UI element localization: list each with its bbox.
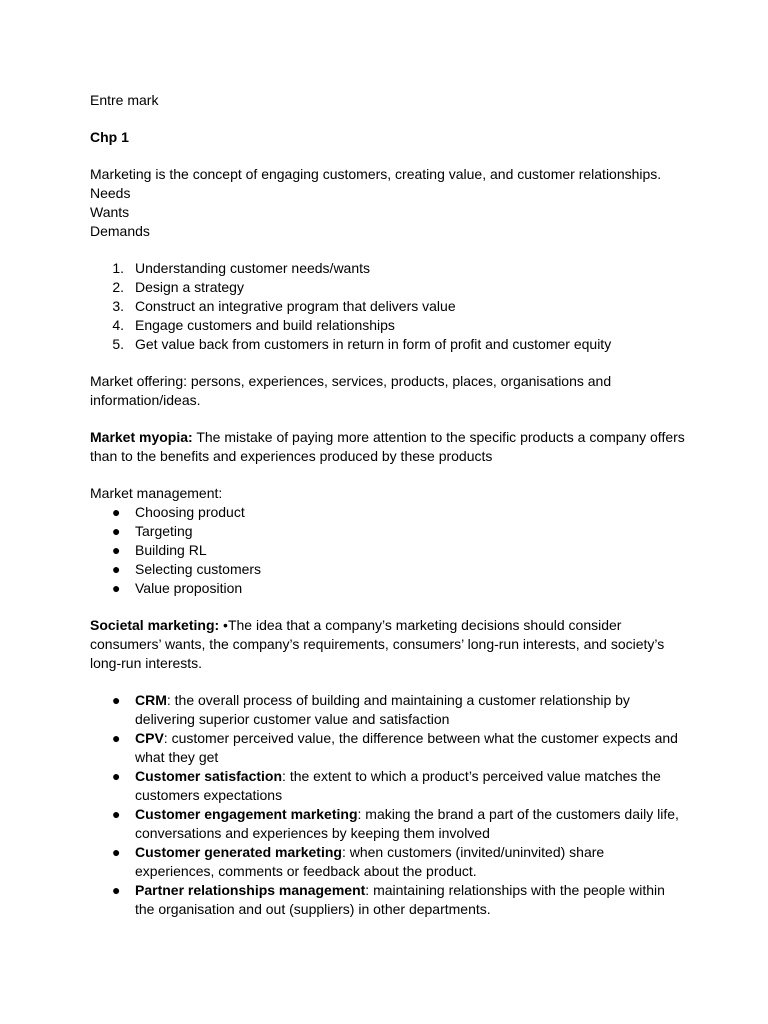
list-item-text: Selecting customers xyxy=(135,561,262,577)
definition-text: : maintaining relationships with the people within xyxy=(365,882,665,898)
document-page xyxy=(90,91,690,919)
market-myopia-text: The mistake of paying more attention to the specific products a company offers xyxy=(192,429,685,445)
list-item xyxy=(90,881,690,919)
list-number: 5. xyxy=(112,336,124,352)
market-management-heading: Market management: xyxy=(90,485,223,501)
bullet-icon: ● xyxy=(112,523,121,539)
list-item-text: Design a strategy xyxy=(135,279,244,295)
intro-paragraph: Marketing is the concept of engaging customers, creating value, and customer relationships. xyxy=(90,166,662,182)
bullet-icon: ● xyxy=(112,561,121,577)
definition-text-cont: delivering superior customer value and satisfaction xyxy=(135,711,450,727)
list-item-text: Choosing product xyxy=(135,504,245,520)
societal-marketing-text: •The idea that a company’s marketing decisions should consider xyxy=(219,617,622,633)
list-number: 3. xyxy=(112,298,124,314)
list-item xyxy=(90,278,690,297)
definition-text: : making the brand a part of the customers daily life, xyxy=(357,806,679,822)
list-item xyxy=(90,541,690,560)
definition-text-cont: experiences, comments or feedback about the product. xyxy=(135,863,477,879)
list-item xyxy=(90,522,690,541)
bullet-icon: ● xyxy=(112,580,121,596)
societal-marketing-line-3: long-run interests. xyxy=(90,655,203,671)
definition-text-cont: conversations and experiences by keeping them involved xyxy=(135,825,490,841)
market-management-list xyxy=(90,503,690,598)
list-item xyxy=(90,805,690,843)
marketing-steps-list xyxy=(90,259,690,354)
list-item xyxy=(90,259,690,278)
list-item-text: Understanding customer needs/wants xyxy=(135,260,371,276)
list-number: 2. xyxy=(112,279,124,295)
bullet-icon: ● xyxy=(112,882,121,898)
market-myopia-line-2: than to the benefits and experiences produced by these products xyxy=(90,448,493,464)
definition-text: : the extent to which a product’s perceived value matches the xyxy=(282,768,661,784)
list-item xyxy=(90,560,690,579)
market-myopia-paragraph xyxy=(90,428,690,447)
definition-text: : when customers (invited/uninvited) share xyxy=(341,844,605,860)
list-item xyxy=(90,729,690,767)
term-wants: Wants xyxy=(90,204,130,220)
term-needs: Needs xyxy=(90,185,131,201)
bullet-icon: ● xyxy=(112,844,121,860)
list-item-text: Value proposition xyxy=(135,580,243,596)
term-demands: Demands xyxy=(90,223,150,239)
definition-term: Customer engagement marketing xyxy=(135,806,358,822)
market-offering-line-1: Market offering: persons, experiences, services, products, places, organisations and xyxy=(90,373,612,389)
bullet-icon: ● xyxy=(112,692,121,708)
list-item xyxy=(90,843,690,881)
list-item xyxy=(90,335,690,354)
definition-term: CRM xyxy=(135,692,167,708)
definition-term: Customer satisfaction xyxy=(135,768,283,784)
bullet-icon: ● xyxy=(112,768,121,784)
list-item xyxy=(90,691,690,729)
doc-title: Entre mark xyxy=(90,92,159,108)
list-item-text: Targeting xyxy=(135,523,193,539)
definition-text: : the overall process of building and maintaining a customer relationship by xyxy=(166,692,630,708)
bullet-icon: ● xyxy=(112,806,121,822)
definition-term: Customer generated marketing xyxy=(135,844,342,860)
market-myopia-label: Market myopia: xyxy=(90,429,193,445)
definitions-list xyxy=(90,691,690,919)
societal-marketing-label: Societal marketing: xyxy=(90,617,220,633)
list-item xyxy=(90,579,690,598)
definition-text-cont: what they get xyxy=(135,749,219,765)
list-item-text: Get value back from customers in return in form of profit and customer equity xyxy=(135,336,612,352)
definition-text-cont: customers expectations xyxy=(135,787,283,803)
bullet-icon: ● xyxy=(112,504,121,520)
bullet-icon: ● xyxy=(112,542,121,558)
list-item-text: Engage customers and build relationships xyxy=(135,317,395,333)
list-number: 4. xyxy=(112,317,124,333)
list-item-text: Building RL xyxy=(135,542,207,558)
list-number: 1. xyxy=(112,260,124,276)
list-item xyxy=(90,503,690,522)
bullet-icon: ● xyxy=(112,730,121,746)
list-item xyxy=(90,767,690,805)
market-offering-line-2: information/ideas. xyxy=(90,392,201,408)
list-item xyxy=(90,316,690,335)
chapter-heading: Chp 1 xyxy=(90,129,129,145)
societal-marketing-line-2: consumers’ wants, the company’s requirements, consumers’ long-run interests, and society’s xyxy=(90,636,665,652)
list-item xyxy=(90,297,690,316)
definition-text: : customer perceived value, the difference between what the customer expects and xyxy=(163,730,678,746)
definition-term: Partner relationships management xyxy=(135,882,366,898)
definition-text-cont: the organisation and out (suppliers) in other departments. xyxy=(135,901,491,917)
definition-term: CPV xyxy=(135,730,164,746)
list-item-text: Construct an integrative program that delivers value xyxy=(135,298,456,314)
societal-marketing-paragraph xyxy=(90,616,690,635)
